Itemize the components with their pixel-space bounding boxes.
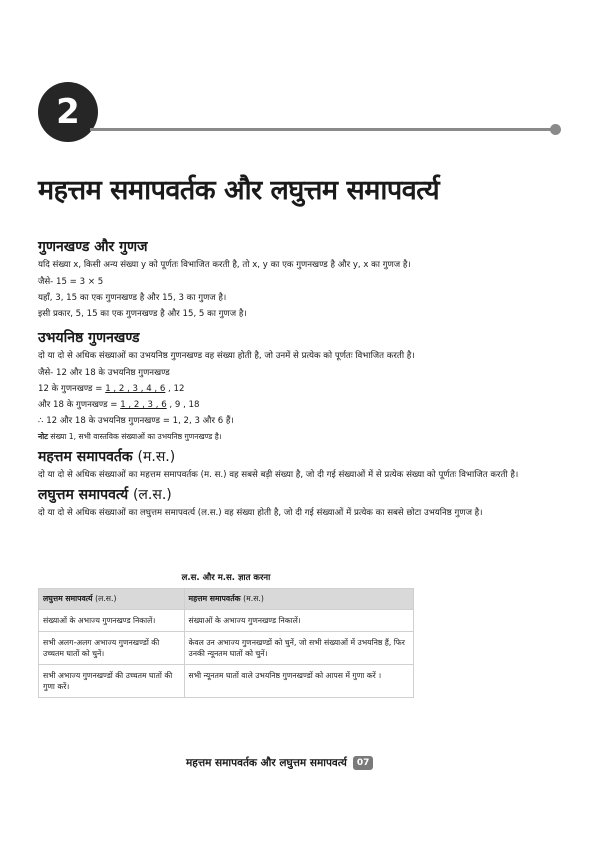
factors-of-18-rest: , 9 , 18 bbox=[166, 400, 200, 410]
hcf-definition: दो या दो से अधिक संख्याओं का महत्तम समापवर्तक (म. स.) वह सबसे बड़ी संख्या है, जो दी गई संख्याओं में से प्रत्येक संख्या को पूर्णतः विभाजित करती है। bbox=[38, 470, 519, 480]
note bbox=[38, 431, 568, 443]
common-factors-result: ∴ 12 और 18 के उभयनिष्ठ गुणनखण्ड = 1, 2, 3 और 6 हैं। bbox=[38, 416, 234, 426]
chapter-number-badge: 2 bbox=[38, 82, 98, 142]
table-cell: सभी न्यूनतम घातों वाले उभयनिष्ठ गुणनखण्डों को आपस में गुणा करें । bbox=[184, 665, 414, 698]
page-footer bbox=[186, 755, 373, 771]
lcm-col-abbr: (ल.स.) bbox=[95, 594, 117, 603]
lcm-hcf-table bbox=[38, 588, 414, 698]
table-cell: संख्याओं के अभाज्य गुणनखण्ड निकालें। bbox=[184, 610, 414, 632]
table-cell: सभी अलग-अलग अभाज्य गुणनखण्डों की उच्चतम घातों को चुनें। bbox=[39, 632, 185, 665]
table-header-row bbox=[39, 589, 414, 610]
table-header-lcm bbox=[39, 589, 185, 610]
factors-of-12 bbox=[38, 383, 568, 396]
table-title: ल.स. और म.स. ज्ञात करना bbox=[181, 573, 271, 583]
page-number: 07 bbox=[353, 756, 374, 770]
factors-example-line-2: इसी प्रकार, 5, 15 का एक गुणनखण्ड है और 15, 5 का गुणज है। bbox=[38, 309, 247, 319]
hcf-heading-text: महत्तम समापवर्तक bbox=[38, 449, 133, 465]
factors-example: जैसे- 15 = 3 × 5 bbox=[38, 277, 104, 287]
table-cell: केवल उन अभाज्य गुणनखण्डों को चुनें, जो सभी संख्याओं में उभयनिष्ठ हैं, फिर उनकी न्यूनतम घातों को चुनें। bbox=[184, 632, 414, 665]
common-factors-example: जैसे- 12 और 18 के उभयनिष्ठ गुणनखण्ड bbox=[38, 368, 170, 378]
table-cell: संख्याओं के अभाज्य गुणनखण्ड निकालें। bbox=[39, 610, 185, 632]
factors-of-18-common: 1 , 2 , 3 , 6 bbox=[120, 400, 167, 410]
table-header-hcf bbox=[184, 589, 414, 610]
hcf-col-head: महत्तम समापवर्तक bbox=[188, 594, 241, 603]
section-heading-hcf bbox=[38, 448, 568, 466]
lcm-col-head: लघुत्तम समापवर्त्य bbox=[43, 594, 93, 603]
section-heading-common-factors: उभयनिष्ठ गुणनखण्ड bbox=[38, 330, 140, 346]
common-factors-definition: दो या दो से अधिक संख्याओं का उभयनिष्ठ गुणनखण्ड वह संख्या होती है, जो उनमें से प्रत्येक को पूर्णतः विभाजित करती है। bbox=[38, 351, 415, 361]
header-rule bbox=[90, 128, 556, 131]
lcm-definition: दो या दो से अधिक संख्याओं का लघुत्तम समापवर्त्य (ल.स.) वह संख्या होती है, जो दी गई संख्याओं में प्रत्येक का सबसे छोटा उभयनिष्ठ गुणज है। bbox=[38, 508, 483, 518]
factors-of-12-rest: , 12 bbox=[165, 384, 185, 394]
main-content bbox=[38, 238, 568, 524]
lcm-abbr: (ल.स.) bbox=[132, 487, 172, 503]
factors-example-line-1: यहाँ, 3, 15 का एक गुणनखण्ड है और 15, 3 का गुणज है। bbox=[38, 293, 227, 303]
note-text: संख्या 1, सभी वास्तविक संख्याओं का उभयनिष्ठ गुणनखण्ड है। bbox=[48, 432, 222, 441]
factors-definition: यदि संख्या x, किसी अन्य संख्या y को पूर्णतः विभाजित करती है, तो x, y का एक गुणनखण्ड है और y, x का गुणज है। bbox=[38, 260, 411, 270]
table-cell: सभी अभाज्य गुणनखण्डों की उच्चतम घातों की गुणा करें। bbox=[39, 665, 185, 698]
factors-of-12-label: 12 के गुणनखण्ड = bbox=[38, 384, 106, 394]
hcf-abbr: (म.स.) bbox=[137, 449, 176, 465]
factors-of-12-common: 1 , 2 , 3 , 4 , 6 bbox=[105, 384, 166, 394]
factors-of-18-label: और 18 के गुणनखण्ड = bbox=[38, 400, 121, 410]
table-row bbox=[39, 665, 414, 698]
table-row bbox=[39, 610, 414, 632]
page-title: महत्तम समापवर्तक और लघुत्तम समापवर्त्य bbox=[38, 175, 440, 206]
lcm-hcf-table-block bbox=[38, 572, 414, 698]
footer-title: महत्तम समापवर्तक और लघुत्तम समापवर्त्य bbox=[186, 757, 347, 769]
lcm-heading-text: लघुत्तम समापवर्त्य bbox=[38, 487, 129, 503]
table-row bbox=[39, 632, 414, 665]
section-heading-lcm bbox=[38, 486, 568, 504]
note-label: नोट bbox=[38, 432, 49, 441]
section-heading-factors: गुणनखण्ड और गुणज bbox=[38, 239, 148, 255]
header-rule-dot bbox=[550, 124, 561, 135]
hcf-col-abbr: (म.स.) bbox=[243, 594, 264, 603]
factors-of-18 bbox=[38, 399, 568, 412]
